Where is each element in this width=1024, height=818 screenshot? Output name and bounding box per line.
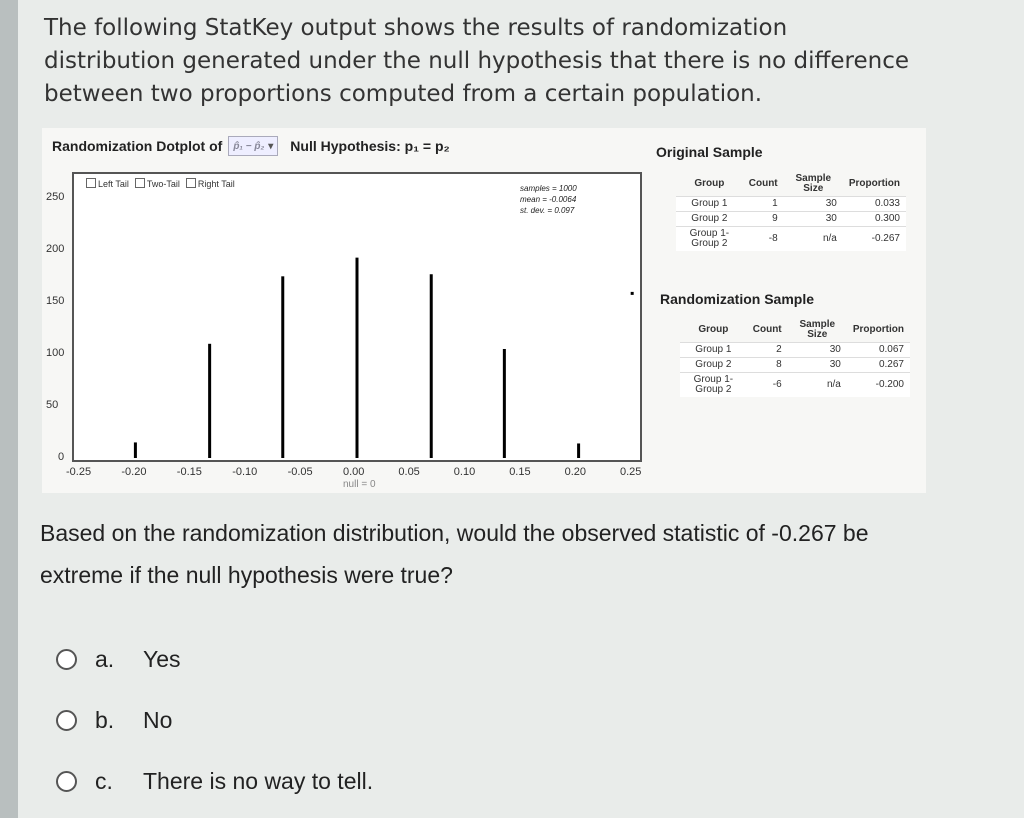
y-tick-label: 250 xyxy=(46,191,65,204)
table-cell: 30 xyxy=(784,197,843,212)
table-cell: 2 xyxy=(747,343,788,358)
x-tick-label: 0.15 xyxy=(509,466,531,478)
table-cell: 30 xyxy=(788,343,847,358)
original-sample-table xyxy=(676,172,906,251)
summary-samples: samples = 1000 xyxy=(520,184,577,193)
y-tick-label: 100 xyxy=(46,347,65,360)
chevron-down-icon: ▾ xyxy=(268,140,274,152)
randomization-sample-table xyxy=(680,318,910,397)
summary-mean: mean = -0.0064 xyxy=(520,195,577,204)
table-row xyxy=(676,227,906,252)
table-row xyxy=(680,358,910,373)
null-label: null = 0 xyxy=(343,479,376,490)
x-tick-label: 0.10 xyxy=(453,466,476,478)
table-cell: Group 1 xyxy=(676,197,743,212)
two-tail-checkbox[interactable]: Two-Tail xyxy=(135,178,180,189)
x-tick-label: -0.25 xyxy=(66,466,92,478)
y-tick-label: 50 xyxy=(46,399,59,412)
table-cell: Group 2 xyxy=(676,212,743,227)
x-tick-label: -0.15 xyxy=(176,466,202,478)
table-cell: 30 xyxy=(784,212,843,227)
dotplot-bar xyxy=(208,344,211,458)
x-tick-label: -0.10 xyxy=(232,466,258,478)
question-prompt: Based on the randomization distribution, would the observed statistic of -0.267 be extreme if the null hypothesis were true? xyxy=(40,520,869,588)
option-c[interactable] xyxy=(56,768,373,795)
option-a-letter: a. xyxy=(95,646,115,672)
table-header-cell: Sample Size xyxy=(795,173,832,194)
dotplot-bar xyxy=(281,276,284,458)
table-header-cell: Count xyxy=(748,178,778,189)
dotplot-marker xyxy=(631,292,634,295)
y-tick-label: 200 xyxy=(46,243,65,256)
table-header-cell: Sample Size xyxy=(799,319,836,340)
plot-header xyxy=(52,136,450,156)
table-cell: 0.033 xyxy=(843,197,906,212)
dotplot-bar xyxy=(356,258,359,458)
dotplot-bar xyxy=(134,442,137,458)
table-cell: Group 1- Group 2 xyxy=(676,227,743,252)
tail-options xyxy=(86,178,235,189)
radio-c[interactable] xyxy=(56,771,77,792)
option-c-text: There is no way to tell. xyxy=(143,768,374,794)
option-c-letter: c. xyxy=(95,768,113,794)
original-sample-title: Original Sample xyxy=(656,144,763,160)
summary-stats xyxy=(520,183,577,216)
x-tick-label: 0.20 xyxy=(564,466,587,478)
dotplot-chart xyxy=(74,174,640,460)
radio-b[interactable] xyxy=(56,710,77,731)
table-cell: 0.267 xyxy=(847,358,910,373)
table-cell: 0.067 xyxy=(847,343,910,358)
table-cell: 9 xyxy=(743,212,784,227)
table-cell: 30 xyxy=(788,358,847,373)
statistic-select-label: p̂₁ − p̂₂ xyxy=(233,140,265,152)
table-header-cell: Proportion xyxy=(852,324,904,335)
table-row xyxy=(676,212,906,227)
x-tick-label: 0.00 xyxy=(343,466,365,478)
question-intro: The following StatKey output shows the results of randomization distribution generated under the null hypothesis that there is no difference between two proportions computed from a certain population. xyxy=(44,15,910,107)
plot-title: Randomization Dotplot of xyxy=(52,138,223,154)
right-tail-checkbox[interactable]: Right Tail xyxy=(186,178,235,189)
option-a-text: Yes xyxy=(143,646,181,672)
table-cell: 8 xyxy=(747,358,788,373)
table-cell: Group 1- Group 2 xyxy=(680,373,747,398)
table-cell: n/a xyxy=(784,227,843,252)
table-cell: -0.267 xyxy=(843,227,906,252)
y-tick-label: 150 xyxy=(46,295,65,308)
dotplot-bar xyxy=(430,274,433,458)
table-cell: 1 xyxy=(743,197,784,212)
option-b-letter: b. xyxy=(95,707,115,733)
table-header-cell: Count xyxy=(752,324,782,335)
table-row xyxy=(680,343,910,358)
x-tick-label: -0.05 xyxy=(287,466,313,478)
null-hypothesis: Null Hypothesis: p₁ = p₂ xyxy=(290,138,450,154)
summary-sd: st. dev. = 0.097 xyxy=(520,206,575,215)
table-cell: Group 1 xyxy=(680,343,747,358)
x-tick-label: 0.25 xyxy=(620,466,642,478)
option-b-text: No xyxy=(143,707,173,733)
x-tick-label: -0.20 xyxy=(121,466,147,478)
statistic-select[interactable] xyxy=(228,136,278,156)
dotplot-bar xyxy=(503,349,506,458)
left-tail-checkbox[interactable]: Left Tail xyxy=(86,178,129,189)
table-header-cell: Proportion xyxy=(848,178,900,189)
table-cell: n/a xyxy=(788,373,847,398)
table-cell: -8 xyxy=(743,227,784,252)
option-a[interactable] xyxy=(56,646,181,673)
y-tick-label: 0 xyxy=(58,451,65,463)
dotplot-bar xyxy=(577,443,580,458)
randomization-sample-title: Randomization Sample xyxy=(660,291,815,307)
table-cell: 0.300 xyxy=(843,212,906,227)
table-row xyxy=(676,197,906,212)
table-cell: -6 xyxy=(747,373,788,398)
table-header-cell: Group xyxy=(698,324,729,335)
table-cell: -0.200 xyxy=(847,373,910,398)
radio-a[interactable] xyxy=(56,649,77,670)
x-tick-label: 0.05 xyxy=(398,466,420,478)
option-b[interactable] xyxy=(56,707,172,734)
table-row xyxy=(680,373,910,398)
table-header-cell: Group xyxy=(694,178,725,189)
table-cell: Group 2 xyxy=(680,358,747,373)
